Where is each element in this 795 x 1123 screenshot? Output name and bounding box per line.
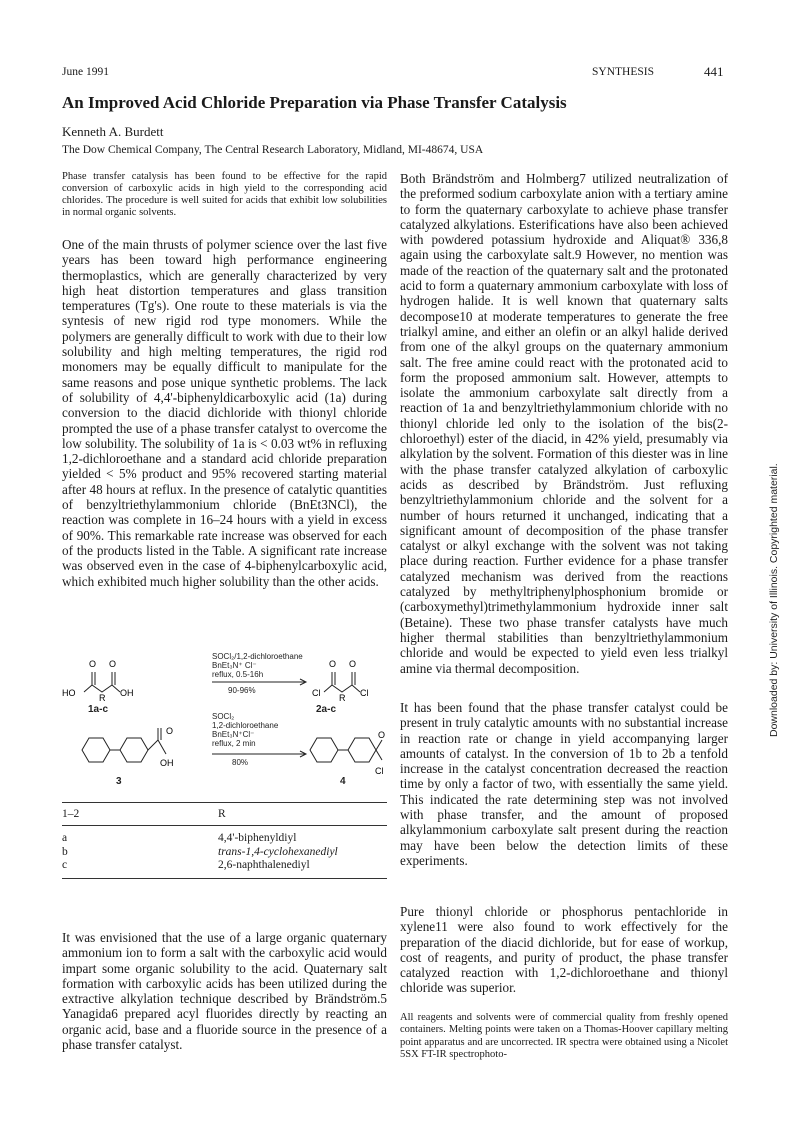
left-column-intro	[62, 237, 387, 589]
intro-paragraph: One of the main thrusts of polymer science over the last five years has been toward high performance engineering thermoplastics, which are generally characterized by very high heat distortion temperatures and glass transition temperatures (Tg's). One route to these materials is via the syntesis of new rigid rod type monomers. While the polymers are generally difficult to work with due to their low solubility and high melting temperatures, the rigid rod monomers may be equally difficult to manipulate for the same reasons and pose unique synthetic problems. The lack of solubility of 4,4'-biphenyldicarboxylic acid (1a) during conversion to the diacid dichloride with thionyl chloride prompted the use of a phase transfer catalyst to overcome the low solubility. The solubility of 1a is < 0.03 wt% in refluxing 1,2-dichloroethane and a standard acid chloride preparation yielded < 5% product and 95% recovered starting material after 48 hours at reflux. In the presence of catalytic quantities of benzyltriethylammonium chloride (BnEt3NCl), the reaction was complete in 16–24 hours with a yield in excess of 90%. This remarkable rate increase was observed for each of the products listed in the Table. A significant rate increase was observed even in the case of 4-biphenylcarboxylic acid, which exhibited much higher solubility than the other acids.	[62, 237, 387, 589]
table-cell-key: b	[62, 845, 68, 858]
left-column-continued	[62, 930, 387, 1052]
download-watermark-text: Downloaded by: University of Illinois. Copyrighted material.	[768, 463, 780, 737]
hydroxyl-label: HO	[62, 688, 76, 698]
table-col-r: R	[218, 808, 226, 820]
reagent-line: reflux, 2 min	[212, 739, 256, 748]
running-date: June 1991	[62, 66, 109, 78]
table-row	[62, 832, 387, 846]
chlorine-label: Cl	[375, 766, 384, 776]
reagent-line: SOCl₂	[212, 712, 235, 721]
author: Kenneth A. Burdett	[62, 124, 164, 139]
table-header-rule	[62, 825, 387, 826]
table-body	[62, 832, 387, 873]
article-title: An Improved Acid Chloride Preparation via Phase Transfer Catalysis	[62, 93, 567, 112]
chlorine-label: Cl	[360, 688, 369, 698]
table-col-compound: 1–2	[62, 808, 80, 820]
affiliation: The Dow Chemical Company, The Central Research Laboratory, Midland, MI-48674, USA	[62, 144, 484, 156]
scheme-1-yield: 90-96%	[228, 686, 256, 695]
oxygen-label: O	[349, 659, 357, 669]
oxygen-label: O	[378, 730, 386, 740]
abstract-text: Phase transfer catalysis has been found to be effective for the rapid conversion of carboxylic acids in high yield to the corresponding acid chlorides. The procedure is well suited for acids that exhibit low solubilities in normal organic solvents.	[62, 171, 387, 218]
right-column-p2	[400, 700, 728, 868]
table-top-rule	[62, 802, 387, 803]
compound-label-2a-c: 2a-c	[316, 704, 337, 715]
compound-label-1a-c: 1a-c	[88, 704, 109, 715]
journal-name: SYNTHESIS	[592, 66, 654, 78]
reagent-line: BnEt₃N⁺ Cl⁻	[212, 661, 257, 670]
right-column-p1	[400, 171, 728, 676]
r-group-label: R	[339, 693, 346, 702]
reagent-line: 1,2-dichloroethane	[212, 721, 279, 730]
scheme-2-yield: 80%	[232, 758, 249, 767]
alternatives-paragraph: Pure thionyl chloride or phosphorus pentachloride in xylene11 were also found to work effectively for the preparation of the diacid dichloride, but for ease of workup, cost of reagents, and purity of product, the phase transfer catalyzed reaction with 1,2-dichloroethane and thionyl chloride was superior.	[400, 904, 728, 996]
scheme-2-reagents	[212, 712, 278, 748]
compound-label-4: 4	[340, 776, 346, 787]
table-bottom-rule	[62, 878, 387, 879]
table-row	[62, 859, 387, 873]
experimental-text: All reagents and solvents were of commercial quality from freshly opened containers. Melting points were taken on a Thomas-Hoover capillary melting point apparatus and are uncorrected. IR spectra were obtained using a Nicolet 5SX FT-IR spectrophoto-	[400, 1012, 728, 1061]
page-number: 441	[704, 64, 724, 79]
oxygen-label: O	[329, 659, 337, 669]
oxygen-label: O	[109, 659, 117, 669]
quaternary-salt-paragraph: It was envisioned that the use of a large organic quaternary ammonium ion to form a salt with the carboxylic acid would impart some organic solubility to the acid. Quaternary salt formation with carboxylic acids has been utilized during the extractive alkylation technique described by Brändström.5 Yanagida6 prepared acyl fluorides directly by reacting an organic acid, base and a fluoride source in the presence of a phase transfer catalyst.	[62, 930, 387, 1053]
reagent-line: SOCl₂/1,2-dichloroethane	[212, 652, 303, 661]
reagent-line: BnEt₃N⁺Cl⁻	[212, 730, 255, 739]
r-group-label: R	[99, 693, 106, 702]
table-cell-r: 4,4'-biphenyldiyl	[218, 832, 297, 844]
oxygen-label: O	[166, 726, 174, 736]
experimental-note	[400, 1012, 728, 1062]
right-column-p3	[400, 904, 728, 996]
compound-label-3: 3	[116, 776, 122, 787]
catalyst-amount-paragraph: It has been found that the phase transfer catalyst could be present in truly catalytic amounts with no substantial increase in reaction rate or change in yield accompanying larger amounts of catalyst. In the conversion of 1b to 2b a tenfold increase in the catalyst concentration decreased the reaction time by only a factor of two, with essentially the same yield. This indicated the rate determining step was not involved with phase transfer, and the amount of proposed alkylammonium carboxylate salt present during the reaction may have been below the detection limits of these experiments.	[400, 700, 728, 868]
chlorine-label: Cl	[312, 688, 321, 698]
table-cell-r: trans-1,4-cyclohexanediyl	[218, 845, 338, 858]
table-cell-key: a	[62, 832, 68, 844]
hydroxyl-label: OH	[160, 758, 174, 768]
oxygen-label: O	[89, 659, 97, 669]
hydroxyl-label: OH	[120, 688, 134, 698]
table-cell-key: c	[62, 859, 68, 871]
table-cell-r: 2,6-naphthalenediyl	[218, 859, 310, 871]
abstract	[62, 171, 387, 219]
table-row	[62, 846, 387, 860]
reagent-line: reflux, 0.5-16h	[212, 670, 264, 679]
scheme-1-reagents	[212, 652, 303, 679]
mechanism-paragraph: Both Brändström and Holmberg7 utilized neutralization of the preformed sodium carboxylate anion with a tertiary amine to form the quaternary carboxylate to achieve phase transfer catalyzed alkylations. Esterifications have also been achieved with powdered potassium hydroxide and Aliquat® 336,8 again using the carboxylate salt.9 However, no mention was made of the reaction of the quaternary salt and the protonated acid to form a quaternary ammonium carboxylate with loss of hydrogen halide. It is well known that quaternary salts decompose10 at moderate temperatures to generate the free trialkyl amine, and either an olefin or an alkyl halide derived from one of the alkyl groups on the quaternary ammonium salt. The free amine could react with the protonated acid to form the proposed ammonium salt. However, attempts to isolate the ammonium carboxylate salt directly from a reaction of 1a and benzyltriethylammonium chloride with no thionyl chloride led only to the isolation of the bis(2-chloroethyl) ester of the diacid, in 42% yield, presumably via alkylation by the solvent. Formation of this diester was in line with the phase transfer catalyzed alkylation of carboxylic acids as described by Brändström. Just refluxing benzyltriethylammonium chloride and the solvent for a number of hours returned it unchanged, indicating that a significant amount of decomposition of the phase transfer catalyst or alkyl exchange with the solvent was not taking place during reaction. Further evidence for a phase transfer catalyzed mechanism was derived from the reactions catalyzed by methyltriphenylphosphonium bromide or (carboxymethyl)trimethylammonium hydroxide inner salt (Betaine). These two phase transfer catalysts have much higher thermal stabilities than benzyltriethylammonium chloride and would be expected to yield even less trialkyl amine via thermal decomposition.	[400, 171, 728, 676]
